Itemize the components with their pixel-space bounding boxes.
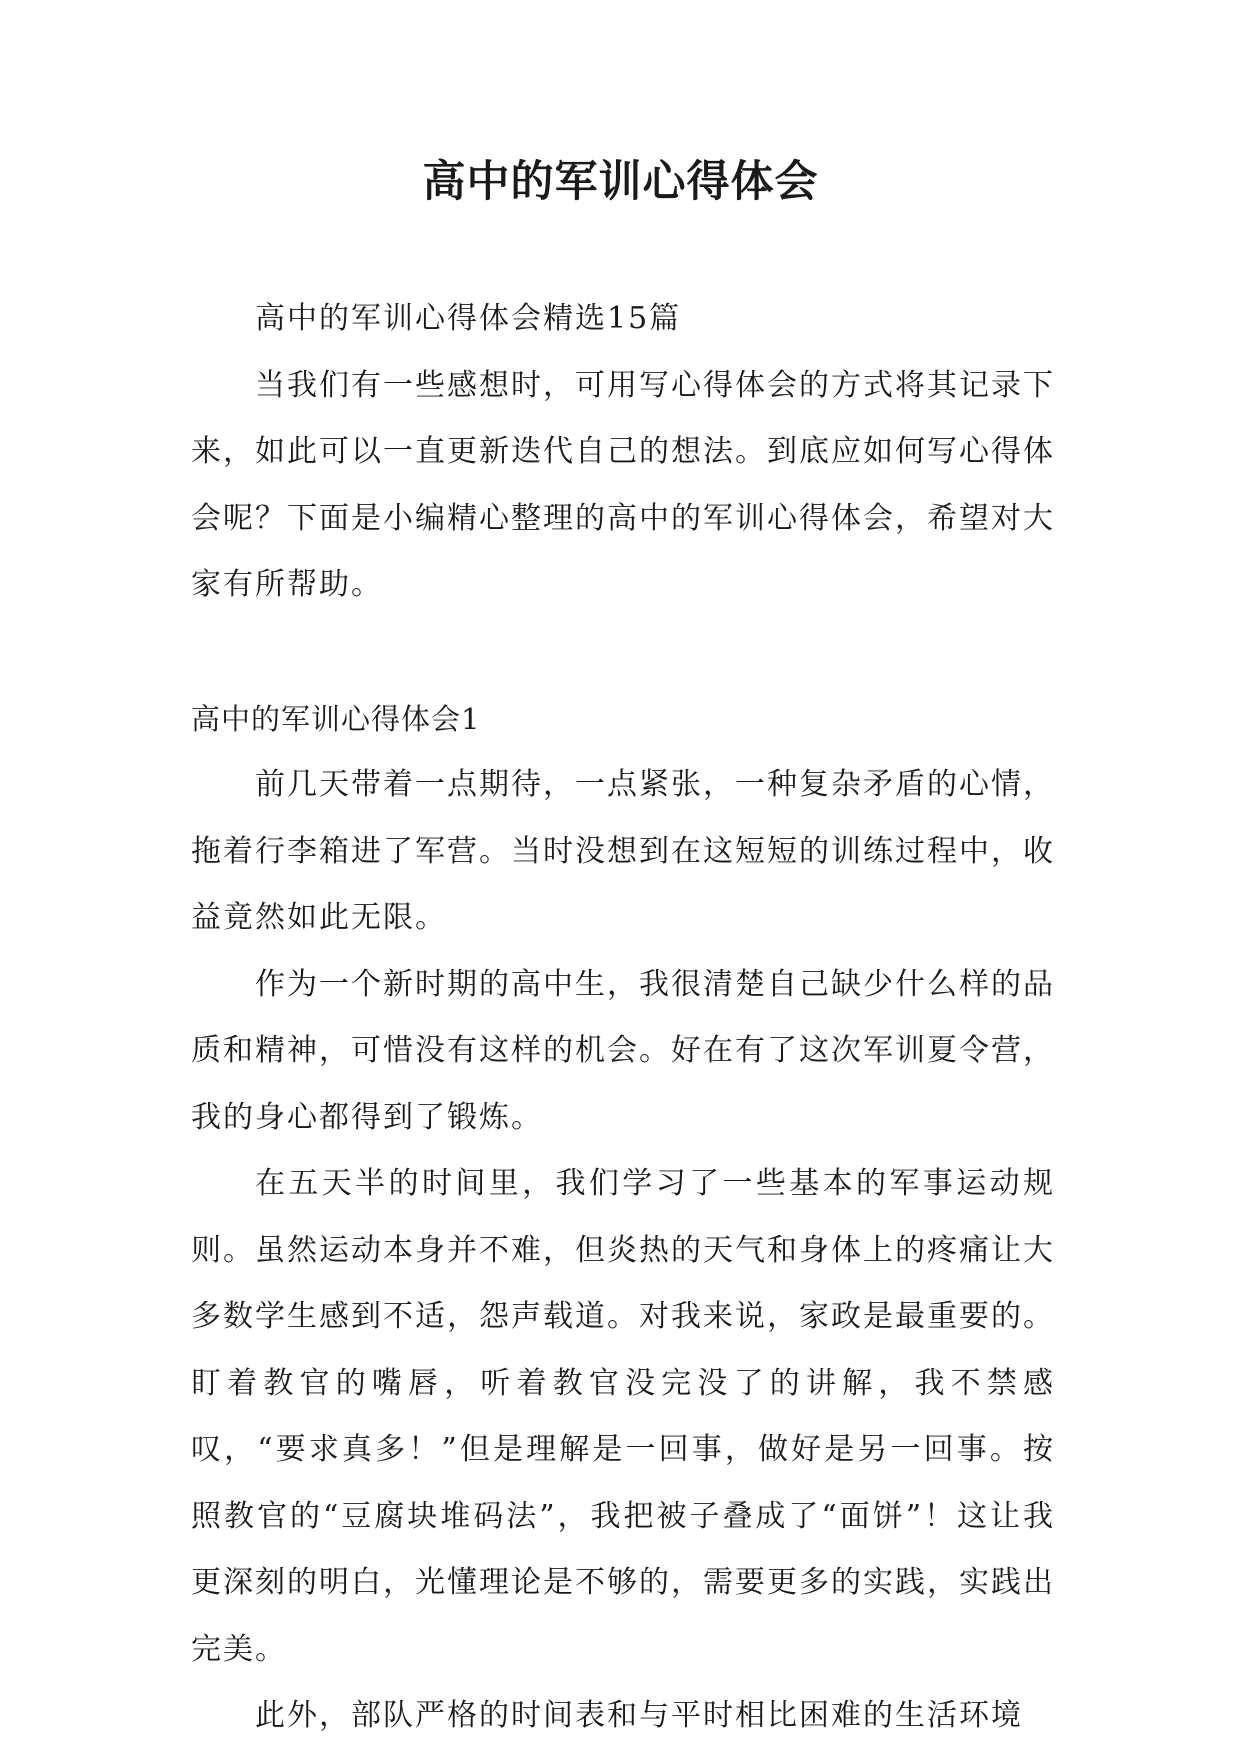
intro-paragraph: 当我们有一些感想时，可用写心得体会的方式将其记录下来，如此可以一直更新迭代自己的想法。到底应如何写心得体会呢？下面是小编精心整理的高中的军训心得体会，希望对大家有所帮助。 — [191, 367, 1055, 602]
paragraph: 作为一个新时期的高中生，我很清楚自己缺少什么样的品质和精神，可惜没有这样的机会。好在有了这次军训夏令营，我的身心都得到了锻炼。 — [191, 966, 1055, 1135]
section-spacer — [191, 619, 1055, 686]
document-title: 高中的军训心得体会 — [422, 157, 819, 207]
paragraph: 前几天带着一点期待，一点紧张，一种复杂矛盾的心情，拖着行李箱进了军营。当时没想到在这短短的训练过程中，收益竟然如此无限。 — [191, 767, 1055, 935]
paragraph: 此外，部队严格的时间表和与平时相比困难的生活环境 — [255, 1698, 1023, 1733]
document-body — [191, 286, 1055, 1750]
paragraph: 在五天半的时间里，我们学习了一些基本的军事运动规则。虽然运动本身并不难，但炎热的天气和身体上的疼痛让大多数学生感到不适，怨声载道。对我来说，家政是最重要的。盯着教官的嘴唇，听着教官没完没了的讲解，我不禁感叹，“要求真多！”但是理解是一回事，做好是另一回事。按照教官的“豆腐块堆码法”，我把被子叠成了“面饼”！这让我更深刻的明白，光懂理论是不够的，需要更多的实践，实践出完美。 — [191, 1166, 1055, 1667]
section-heading: 高中的军训心得体会1 — [191, 701, 481, 736]
document-subtitle: 高中的军训心得体会精选15篇 — [255, 301, 682, 336]
